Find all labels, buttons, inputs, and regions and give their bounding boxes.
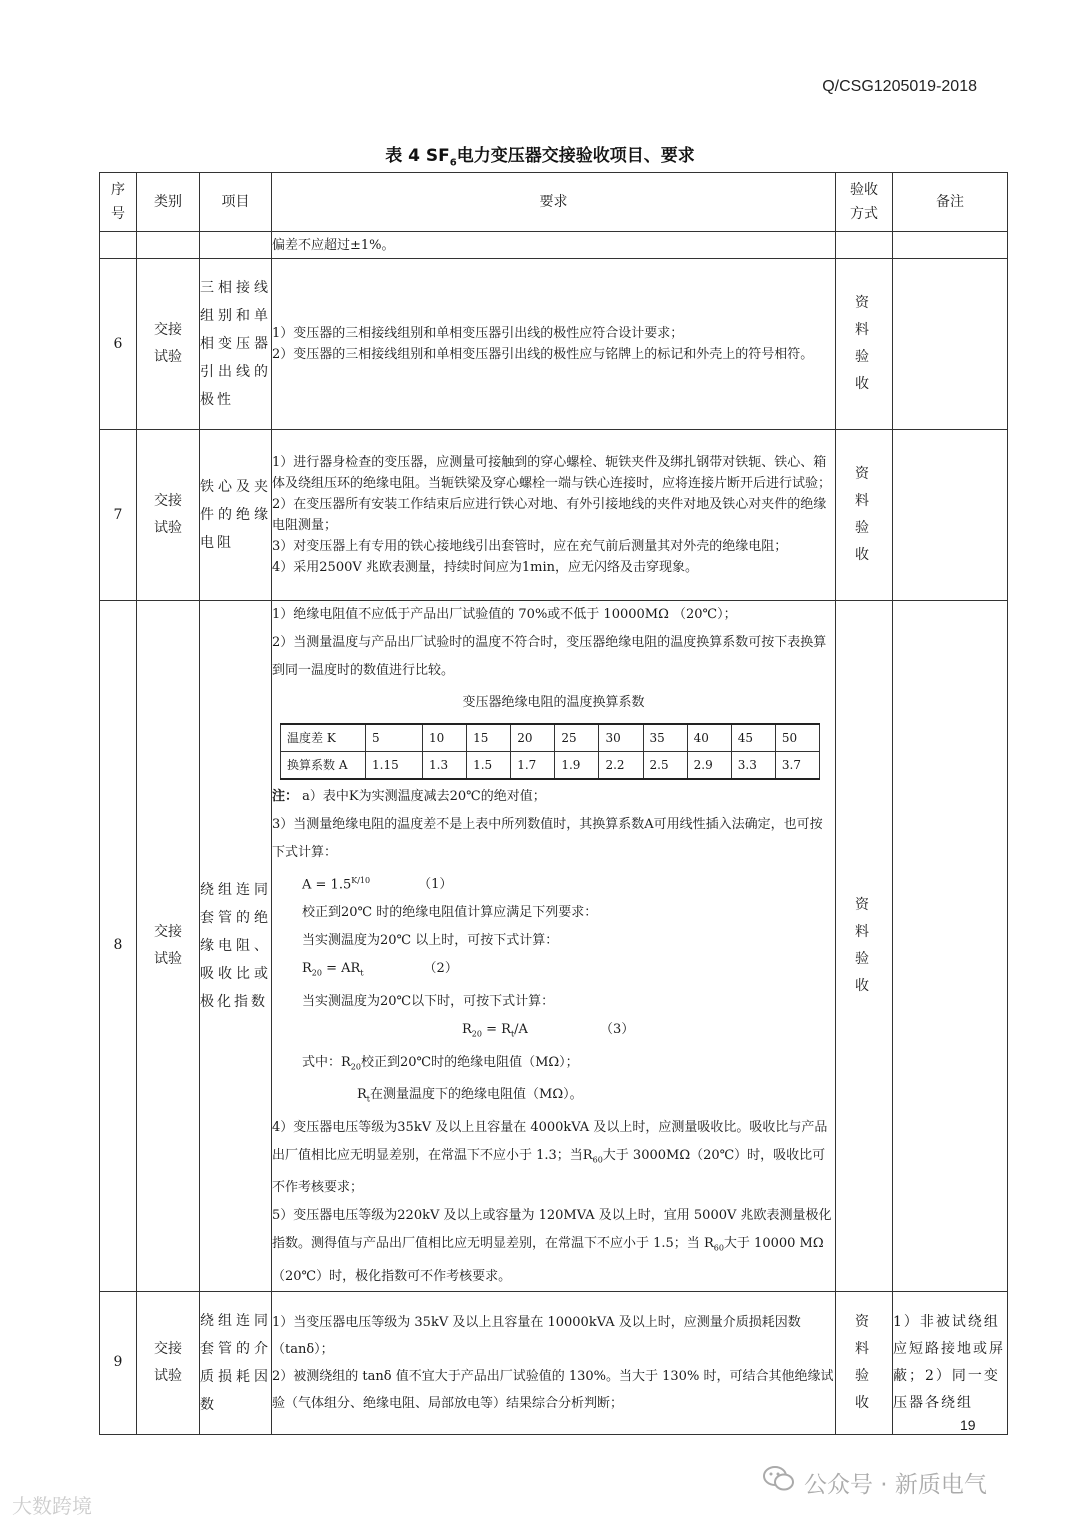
wechat-icon	[762, 1464, 796, 1500]
row-item: 绕组连同套管的绝缘电阻、吸收比或极化指数	[200, 601, 272, 1292]
row-category: 交接试验	[137, 601, 200, 1292]
row-requirement: 1）变压器的三相接线组别和单相变压器引出线的极性应符合设计要求； 2）变压器的三相接线组别和单相变压器引出线的极性应与铭牌上的标记和外壳上的符号相符。	[272, 259, 836, 430]
row-method: 资料验收	[836, 1291, 893, 1434]
inner-cell: 10	[423, 724, 467, 752]
formula-2: $R_{20} = AR_t$ （2）	[302, 961, 458, 978]
page-number: 19	[960, 1417, 976, 1433]
header-remark: 备注	[893, 173, 1008, 232]
inner-cell: 35	[643, 724, 687, 752]
requirement-5: 5）变压器电压等级为220kV 及以上或容量为 120MVA 及以上时，宜用 5000V 兆欧表测量极化指数。测得值与产品出厂值相比应无明显差别，在常温下不应小于 1.5；当 $R_{60}$大于 10000 MΩ（20℃）时，极化指数可不作考核要求。	[272, 1208, 832, 1284]
row-seq: 8	[100, 601, 137, 1292]
inner-cell: 50	[775, 724, 819, 752]
row-seq: 7	[100, 430, 137, 601]
row-requirement: 1）当变压器电压等级为 35kV 及以上且容量在 10000kVA 及以上时，应测量介质损耗因数（tanδ）； 2）被测绕组的 tanδ 值不宜大于产品出厂试验值的 130%。当大于 130% 时，可结合其他绝缘试验（气体组分、绝缘电阻、局部放电等）结果综合分析判断；	[272, 1291, 836, 1434]
inner-cell: 3.3	[731, 752, 775, 780]
inner-cell: 1.9	[555, 752, 599, 780]
acceptance-table	[99, 172, 1008, 1435]
row-remark: 1）非被试绕组应短路接地或屏蔽；2）同一变压器各绕组	[893, 1291, 1008, 1434]
inner-cell: 1.3	[423, 752, 467, 780]
formula-1: $A = 1.5^{K/10}$ （1）	[302, 876, 453, 893]
header-requirement: 要求	[272, 173, 836, 232]
row-seq: 9	[100, 1291, 137, 1434]
table-row	[100, 232, 1008, 259]
inner-cell: 45	[731, 724, 775, 752]
row-method: 资料验收	[836, 601, 893, 1292]
table-row	[100, 1291, 1008, 1434]
inner-row-temperature	[281, 724, 820, 752]
formula-3: $R_{20} = R_t/A$ （3）	[462, 1021, 635, 1039]
inner-cell: 1.7	[511, 752, 555, 780]
row-method: 资料验收	[836, 259, 893, 430]
inner-cell: 1.5	[467, 752, 511, 780]
watermark-account: 公众号 · 新质电气	[762, 1464, 987, 1500]
row-item: 绕组连同套管的介质损耗因数	[200, 1291, 272, 1434]
inner-cell: 5	[366, 724, 423, 752]
inner-cell-label: 换算系数 A	[281, 752, 366, 780]
inner-cell: 15	[467, 724, 511, 752]
table-row	[100, 601, 1008, 1292]
row-seq: 6	[100, 259, 137, 430]
header-category: 类别	[137, 173, 200, 232]
header-method: 验收方式	[836, 173, 893, 232]
document-code: Q/CSG1205019-2018	[822, 78, 977, 95]
table-row	[100, 430, 1008, 601]
header-seq: 序号	[100, 173, 137, 232]
inner-cell: 30	[599, 724, 643, 752]
inner-cell: 20	[511, 724, 555, 752]
header-item: 项目	[200, 173, 272, 232]
inner-cell: 40	[687, 724, 731, 752]
inner-cell: 3.7	[775, 752, 819, 780]
formula-where-1: 式中：$R_{20}$校正到20℃时的绝缘电阻值（MΩ）；	[302, 1054, 579, 1072]
table-row	[100, 259, 1008, 430]
inner-cell: 1.15	[366, 752, 423, 780]
inner-cell: 2.9	[687, 752, 731, 780]
table-title: 表 4 $SF_6$电力变压器交接验收项目、要求	[385, 146, 695, 169]
inner-row-coefficient	[281, 752, 820, 780]
formula-where-2: $R_t$在测量温度下的绝缘电阻值（MΩ）。	[357, 1087, 583, 1104]
requirement-continuation: 偏差不应超过±1%。	[272, 232, 836, 259]
inner-table-caption: 变压器绝缘电阻的温度换算系数	[462, 695, 645, 710]
row-requirement: 1）绝缘电阻值不应低于产品出厂试验值的 70%或不低于 10000MΩ （20℃）； 2）当测量温度与产品出厂试验时的温度不符合时，变压器绝缘电阻的温度换算系数可按下表换算到同一温度时的数值进行比较。 变压器绝缘电阻的温度换算系数 温度差 K 5 10 15 20 25 30 35 40 45 50 换算系数 A 1.15 1.3 1.5 1.7 1.9 2.2 2.5 2.9 3.3 3.7 注： a）表中K为实测温度减去20℃的绝对值； 3）当测量绝缘电阻的温度差不是上表中所列数值时，其换算系数A可用线性插入法确定，也可按下式计算： $A = 1.5^{K/10}$ （1） 校正到20℃ 时的绝缘电阻值计算应满足下列要求： 当实测温度为20℃ 以上时，可按下式计算： $R_{20} = AR_t$ （2） 当实测温度为20℃以下时，可按下式计算： $R_{20} = R_t/A$ （3） 式中：$R_{20}$校正到20℃时的绝缘电阻值（MΩ）； $R_t$在测量温度下的绝缘电阻值（MΩ）。 4）变压器电压等级为35kV 及以上且容量在 4000kVA 及以上时，应测量吸收比。吸收比与产品出厂值相比应无明显差别，在常温下不应小于 1.3；当$R_{60}$大于 3000MΩ（20℃）时，吸收比可不作考核要求； 5）变压器电压等级为220kV 及以上或容量为 120MVA 及以上时，宜用 5000V 兆欧表测量极化指数。测得值与产品出厂值相比应无明显差别，在常温下不应小于 1.5；当 $R_{60}$大于 10000 MΩ（20℃）时，极化指数可不作考核要求。	[272, 601, 836, 1292]
row-requirement: 1）进行器身检查的变压器，应测量可接触到的穿心螺栓、轭铁夹件及绑扎钢带对铁轭、铁心、箱体及绕组压环的绝缘电阻。当轭铁梁及穿心螺栓一端与铁心连接时，应将连接片断开后进行试验； 2）在变压器所有安装工作结束后应进行铁心对地、有外引接地线的夹件对地及铁心对夹件的绝缘电阻测量； 3）对变压器上有专用的铁心接地线引出套管时，应在充气前后测量其对外壳的绝缘电阻； 4）采用2500V 兆欧表测量，持续时间应为1min，应无闪络及击穿现象。	[272, 430, 836, 601]
watermark-brand: 大数跨境	[12, 1494, 92, 1518]
inner-cell: 25	[555, 724, 599, 752]
requirement-4: 4）变压器电压等级为35kV 及以上且容量在 4000kVA 及以上时，应测量吸收比。吸收比与产品出厂值相比应无明显差别，在常温下不应小于 1.3；当$R_{60}$大于 3000MΩ（20℃）时，吸收比可不作考核要求；	[272, 1119, 828, 1196]
row-category: 交接试验	[137, 259, 200, 430]
row-category: 交接试验	[137, 1291, 200, 1434]
row-method: 资料验收	[836, 430, 893, 601]
inner-cell: 2.2	[599, 752, 643, 780]
row-item: 铁心及夹件的绝缘电阻	[200, 430, 272, 601]
table-note: 注： a）表中K为实测温度减去20℃的绝对值；	[272, 789, 546, 804]
table-header-row	[100, 173, 1008, 232]
temperature-conversion-table	[280, 723, 820, 780]
row-category: 交接试验	[137, 430, 200, 601]
row-item: 三相接线组别和单相变压器引出线的极性	[200, 259, 272, 430]
inner-cell: 2.5	[643, 752, 687, 780]
inner-cell-label: 温度差 K	[281, 724, 366, 752]
